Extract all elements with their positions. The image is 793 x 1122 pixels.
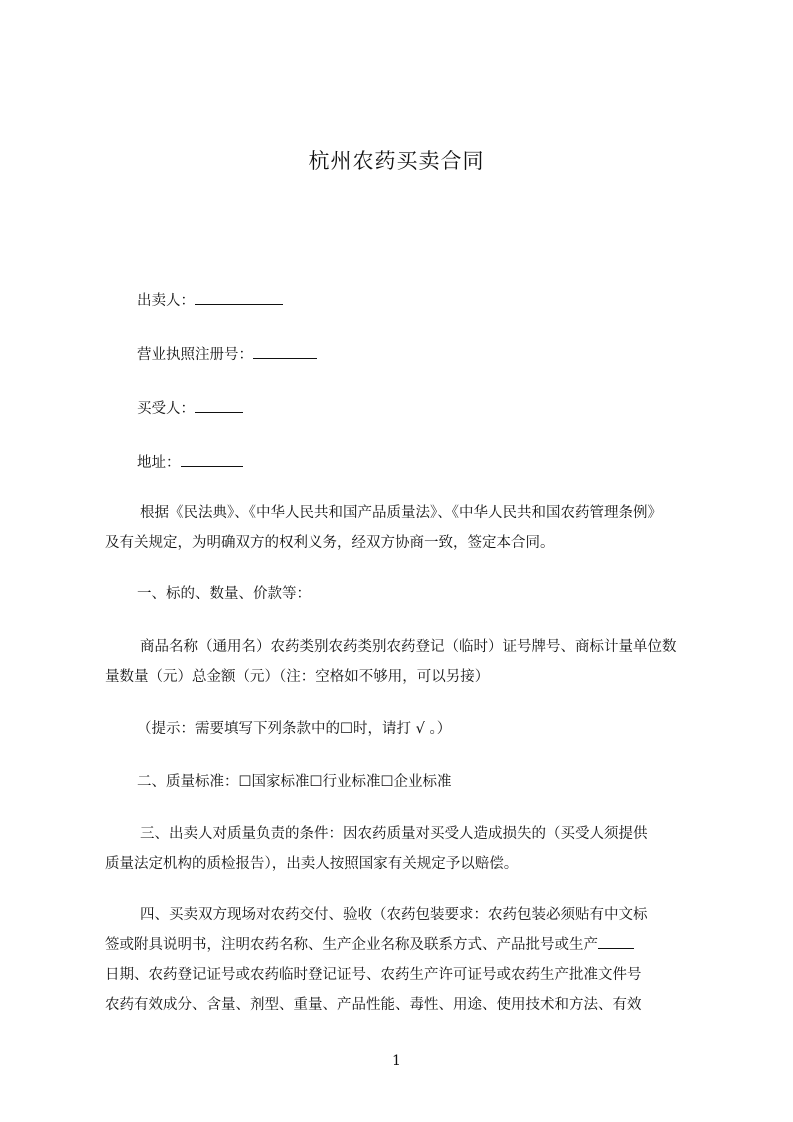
paragraph-line: 签或附具说明书，注明农药名称、生产企业名称及联系方式、产品批号或生产 [105, 930, 700, 960]
paragraph-line: 农药有效成分、含量、剂型、重量、产品性能、毒性、用途、使用技术和方法、有效 [105, 997, 642, 1013]
hint-line: （提示：需要填写下列条款中的☐时，请打 √ 。） [137, 721, 452, 737]
paragraph-line: 量数量（元）总金额（元）（注：空格如不够用，可以另接） [105, 669, 490, 685]
production-date-blank[interactable] [598, 932, 634, 949]
paragraph-line: 及有关规定，为明确双方的权利义务，经双方协商一致，签定本合同。 [105, 535, 555, 551]
license-label: 营业执照注册号： [137, 347, 253, 363]
license-blank[interactable] [253, 342, 317, 359]
seller-blank[interactable] [195, 288, 283, 305]
buyer-blank[interactable] [195, 396, 243, 413]
paragraph-line: 根据《民法典》、《中华人民共和国产品质量法》、《中华人民共和国农药管理条例》 [140, 505, 662, 521]
address-blank[interactable] [181, 450, 243, 467]
license-field [137, 340, 317, 370]
intro-paragraph [105, 498, 700, 558]
paragraph-line: 日期、农药登记证号或农药临时登记证号、农药生产许可证号或农药生产批准文件号 [105, 967, 642, 983]
section2-quality-standard: 二、质量标准：☐国家标准☐行业标准☐企业标准 [137, 774, 452, 790]
section1-heading: 一、标的、数量、价款等： [137, 586, 311, 602]
address-label: 地址： [137, 455, 181, 471]
seller-field [137, 286, 283, 316]
paragraph-line: 质量法定机构的质检报告），出卖人按照国家有关规定予以赔偿。 [105, 856, 519, 872]
buyer-field [137, 394, 243, 424]
paragraph-line: 商品名称（通用名）农药类别农药类别农药登记（临时）证号牌号、商标计量单位数 [140, 639, 677, 655]
page-title: 杭州农药买卖合同 [308, 149, 485, 173]
section3-paragraph [105, 819, 700, 879]
page-number: 1 [392, 1053, 401, 1069]
section4-paragraph [105, 900, 700, 1020]
paragraph-line: 三、出卖人对质量负责的条件：因农药质量对买受人造成损失的（买受人须提供 [140, 826, 648, 842]
section1-body [105, 632, 700, 692]
seller-label: 出卖人： [137, 293, 195, 309]
buyer-label: 买受人： [137, 401, 195, 417]
address-field [137, 448, 243, 478]
paragraph-line: 四、买卖双方现场对农药交付、验收（农药包装要求：农药包装必须贴有中文标 [140, 907, 648, 923]
